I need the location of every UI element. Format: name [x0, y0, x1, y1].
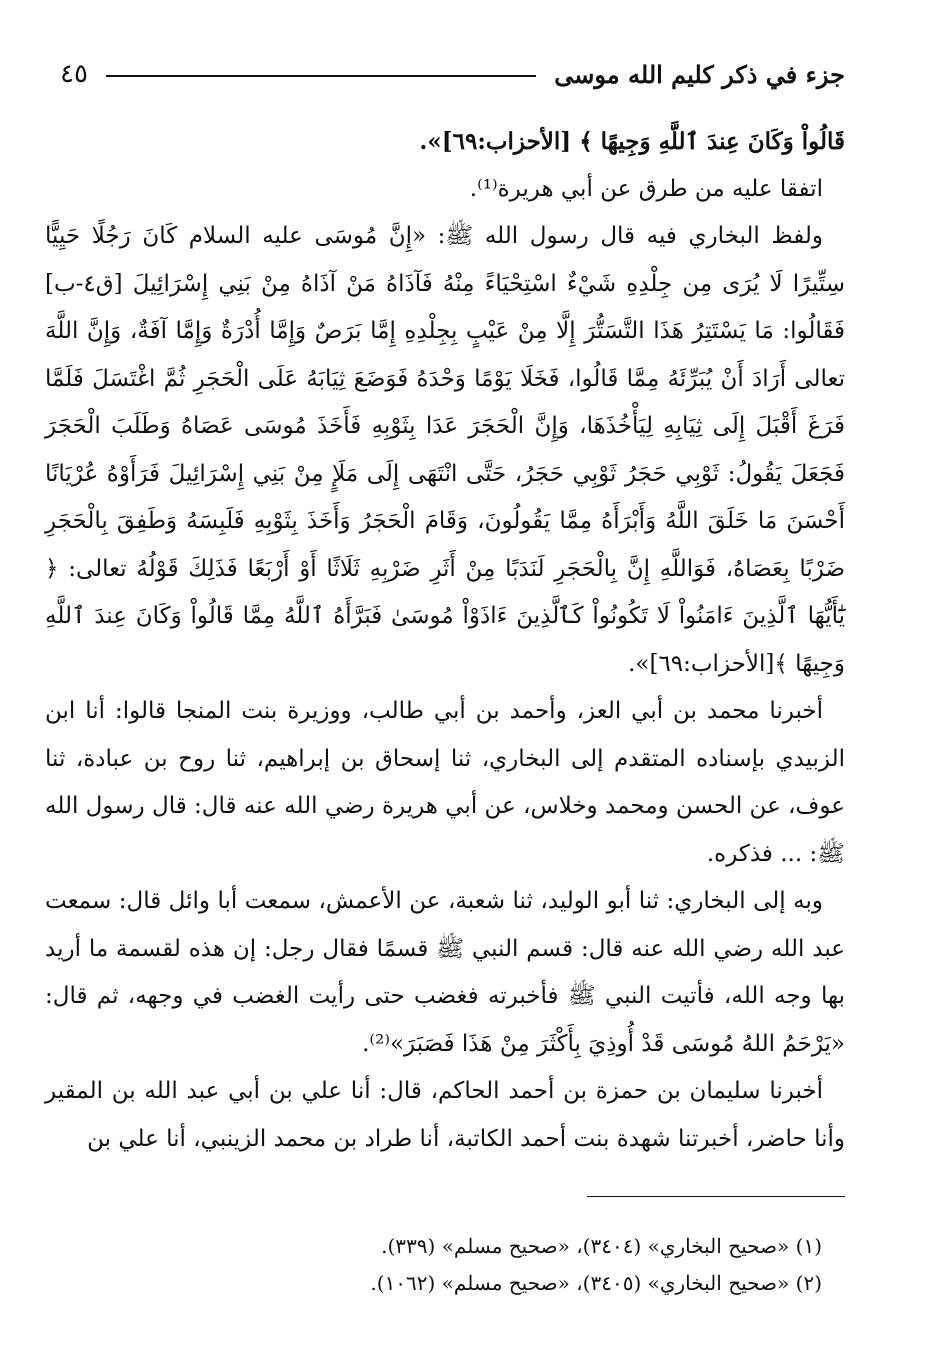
footnote-2: (٢) «صحيح البخاري» (٣٤٠٥)، «صحيح مسلم» (١٠٦٢). — [370, 1271, 822, 1295]
page-number: ٤٥ — [60, 59, 88, 89]
footnotes — [60, 1228, 822, 1302]
main-text — [45, 118, 845, 1163]
paragraph-isnad-1: أخبرنا محمد بن أبي العز، وأحمد بن أبي طالب، ووزيرة بنت المنجا قالوا: أنا ابن الزبيدي بإسناده المتقدم إلى البخاري، ثنا إسحاق بن إبراهيم، ثنا روح بن عبادة، ثنا عوف، عن الحسن ومحمد وخلاس، عن أبي هريرة رضي الله عنه قال: قال رسول الله ﷺ: ... فذكره. — [45, 698, 845, 867]
paragraph-isnad-3: أخبرنا سليمان بن حمزة بن أحمد الحاكم، قال: أنا علي بن أبي عبد الله بن المقير وأنا حاضر، أخبرتنا شهدة بنت أحمد الكاتبة، أنا طراد بن محمد الزينبي، أنا علي بن — [45, 1078, 845, 1152]
running-header — [60, 52, 845, 96]
paragraph-bukhari-wording: ولفظ البخاري فيه قال رسول الله ﷺ: «إِنَّ مُوسَى عليه السلام كَانَ رَجُلًا حَيِيًّا سِتِّيرًا لَا يُرَى مِن جِلْدِهِ شَيْءٌ اسْتِحْيَاءً مِنْهُ فَآذَاهُ مَنْ آذَاهُ مِنْ بَنِي إِسْرَائِيلَ [ق٤-ب] فَقَالُوا: مَا يَسْتَتِرُ هَذَا التَّسَتُّرَ إِلَّا مِنْ عَيْبٍ بِجِلْدِهِ إِمَّا بَرَصٌ وَإِمَّا أُدْرَةٌ وَإِمَّا آفَةٌ، وَإِنَّ اللَّهَ تعالى أَرَادَ أَنْ يُبَرِّئَهُ مِمَّا قَالُوا، فَخَلَا يَوْمًا وَحْدَهُ فَوَضَعَ ثِيَابَهُ عَلَى الْحَجَرِ ثُمَّ اغْتَسَلَ فَلَمَّا فَرَغَ أَقْبَلَ إِلَى ثِيَابِهِ لِيَأْخُذَهَا، وَإِنَّ الْحَجَرَ عَدَا بِثَوْبِهِ فَأَخَذَ مُوسَى عَصَاهُ وَطَلَبَ الْحَجَرَ فَجَعَلَ يَقُولُ: ثَوْبِي حَجَرُ ثَوْبِي حَجَرُ، حَتَّى انْتَهَى إِلَى مَلَإٍ مِنْ بَنِي إِسْرَائِيلَ فَرَأَوْهُ عُرْيَانًا أَحْسَنَ مَا خَلَقَ اللَّهُ وَأَبْرَأَهُ مِمَّا يَقُولُونَ، وَقَامَ الْحَجَرُ وَأَخَذَ بِثَوْبِهِ فَلَبِسَهُ وَطَفِقَ بِالْحَجَرِ ضَرْبًا بِعَصَاهُ، فَوَاللَّهِ إِنَّ بِالْحَجَرِ لَنَدَبًا مِنْ أَثَرِ ضَرْبِهِ ثَلَاثًا أَوْ أَرْبَعًا فَذَلِكَ قَوْلُهُ تعالى: ﴿ يَٰٓأَيُّهَا ٱلَّذِينَ ءَامَنُواْ لَا تَكُونُواْ كَٱلَّذِينَ ءَاذَوْاْ مُوسَىٰ فَبَرَّأَهُ ٱللَّهُ مِمَّا قَالُواْ وَكَانَ عِندَ ٱللَّهِ وَجِيهًا ﴾[الأحزاب:٦٩]». — [45, 223, 845, 677]
running-title: جزء في ذكر كليم الله موسى — [554, 59, 845, 89]
paragraph-agreement-note: اتفقا عليه من طرق عن أبي هريرة⁽¹⁾. — [469, 175, 823, 202]
footnote-separator — [587, 1196, 845, 1197]
footnote-1: (١) «صحيح البخاري» (٣٤٠٤)، «صحيح مسلم» (٣٣٩). — [381, 1234, 822, 1258]
paragraph-isnad-2: وبه إلى البخاري: ثنا أبو الوليد، ثنا شعبة، عن الأعمش، سمعت أبا وائل قال: سمعت عبد الله رضي الله عنه قال: قسم النبي ﷺ قسمًا فقال رجل: إن هذه لقسمة ما أريد بها وجه الله، فأتيت النبي ﷺ فأخبرته فغضب حتى رأيت الغضب في وجهه، ثم قال: «يَرْحَمُ اللهُ مُوسَى قَدْ أُوذِيَ بِأَكْثَرَ مِنْ هَذَا فَصَبَرَ»⁽²⁾. — [45, 888, 845, 1057]
paragraph-verse-ending: قَالُواْ وَكَانَ عِندَ ٱللَّهِ وَجِيهًا ﴾ [الأحزاب:٦٩]». — [419, 128, 845, 155]
header-rule — [106, 75, 536, 77]
